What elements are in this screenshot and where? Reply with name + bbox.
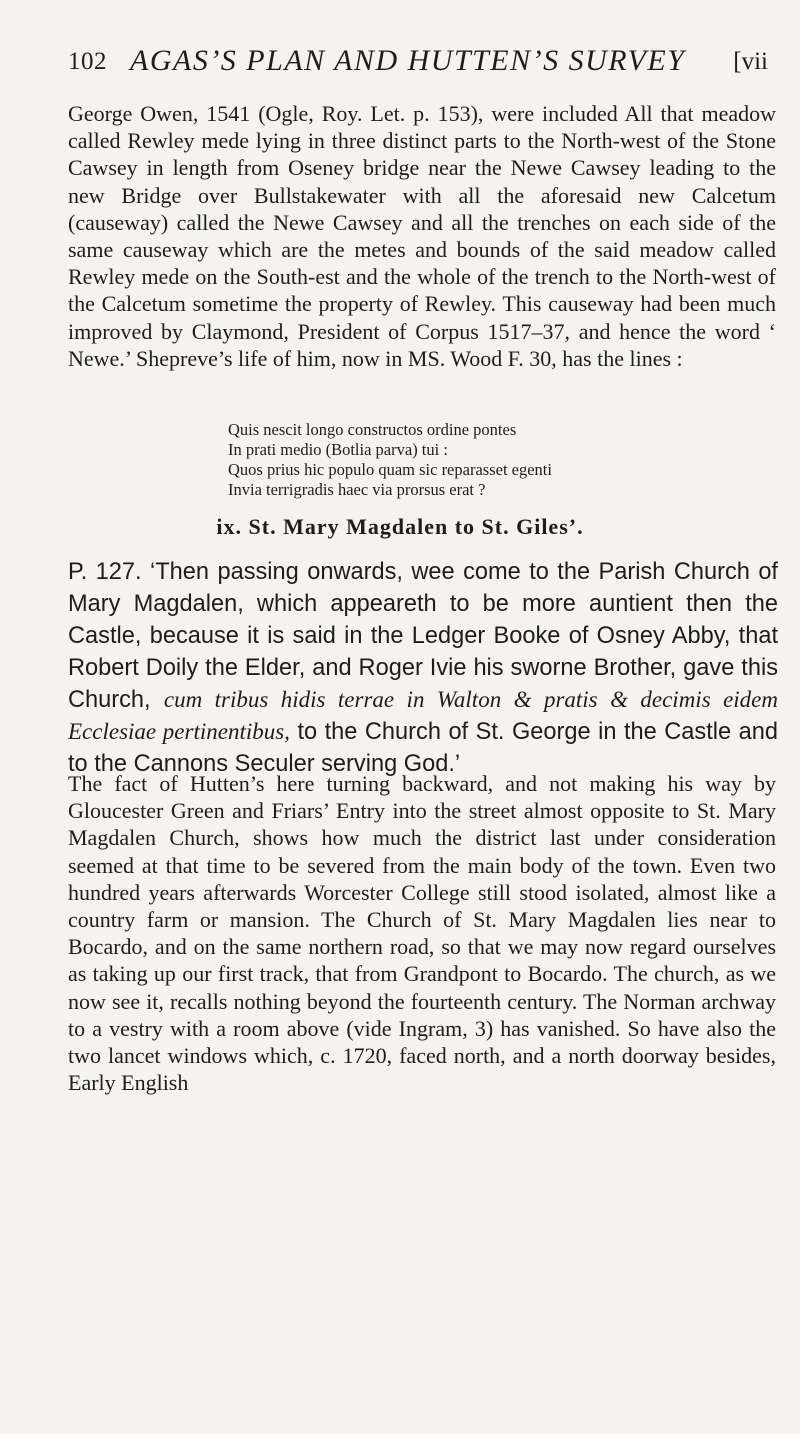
quote-latin-phrase: cum tribus hidis terrae in Walton & pratis & decimis eidem Ecclesiae pertinentibus, bbox=[68, 687, 779, 744]
quote-text-2: to the Church of St. George in the Castle and to the Cannons Seculer serving God.’ bbox=[68, 719, 779, 777]
verse-line: In prati medio (Botlia parva) tui : bbox=[228, 440, 448, 459]
latin-verse bbox=[228, 420, 748, 500]
body-paragraph-2: The fact of Hutten’s here turning backward, and not making his way by Gloucester Green and Friars’ Entry into the street almost opposite to St. Mary Magdalen Church, shows how much the district last under consideration seemed at that time to be severed from the main body of the town. Even two hundred years afterwards Worcester College still stood isolated, almost like a country farm or mansion. The Church of St. Mary Magdalen lies near to Bocardo, and on the same northern road, so that we may now regard ourselves as taking up our first track, that from Grandpont to Bocardo. The church, as we now see it, recalls nothing beyond the fourteenth century. The Norman archway to a vestry with a room above (vide Ingram, 3) has vanished. So have also the two lancet windows which, c. 1720, faced north, and a north doorway besides, Early English bbox=[68, 771, 776, 1096]
verse-line: Quis nescit longo constructos ordine pontes bbox=[228, 420, 517, 439]
body-paragraph-1: George Owen, 1541 (Ogle, Roy. Let. p. 153), were included All that meadow called Rewley mede lying in three distinct parts to the North-west of the Stone Cawsey in length from Oseney bridge near the Newe Cawsey leading to the new Bridge over Bullstakewater with all the aforesaid new Calcetum (causeway) called the Newe Cawsey and all the trenches on each side of the same causeway which are the metes and bounds of the said meadow called Rewley mede on the South-est and the whole of the trench to the North-west of the Calcetum sometime the property of Rewley. This causeway had been much improved by Claymond, President of Corpus 1517–37, and hence the word ‘ Newe.’ Shepreve’s life of him, now in MS. Wood F. 30, has the lines : bbox=[68, 101, 776, 371]
verse-line: Invia terrigradis haec via prorsus erat ? bbox=[228, 480, 486, 499]
verse-line: Quos prius hic populo quam sic reparasset egenti bbox=[228, 460, 552, 479]
section-mark: [vii bbox=[733, 48, 768, 75]
quote-text-1: P. 127. ‘Then passing onwards, wee come to the Parish Church of Mary Magdalen, which appeareth to be more auntient then the Castle, because it is said in the Ledger Booke of Osney Abby, that Robert Doily the Elder, and Roger Ivie his sworne Brother, gave this Church, bbox=[68, 559, 778, 713]
section-heading: ix. St. Mary Magdalen to St. Giles’. bbox=[216, 514, 584, 539]
hutten-quote bbox=[68, 556, 778, 780]
page-number: 102 bbox=[68, 48, 107, 75]
page-header bbox=[68, 44, 768, 84]
running-title: AGAS’S PLAN AND HUTTEN’S SURVEY bbox=[130, 44, 686, 77]
